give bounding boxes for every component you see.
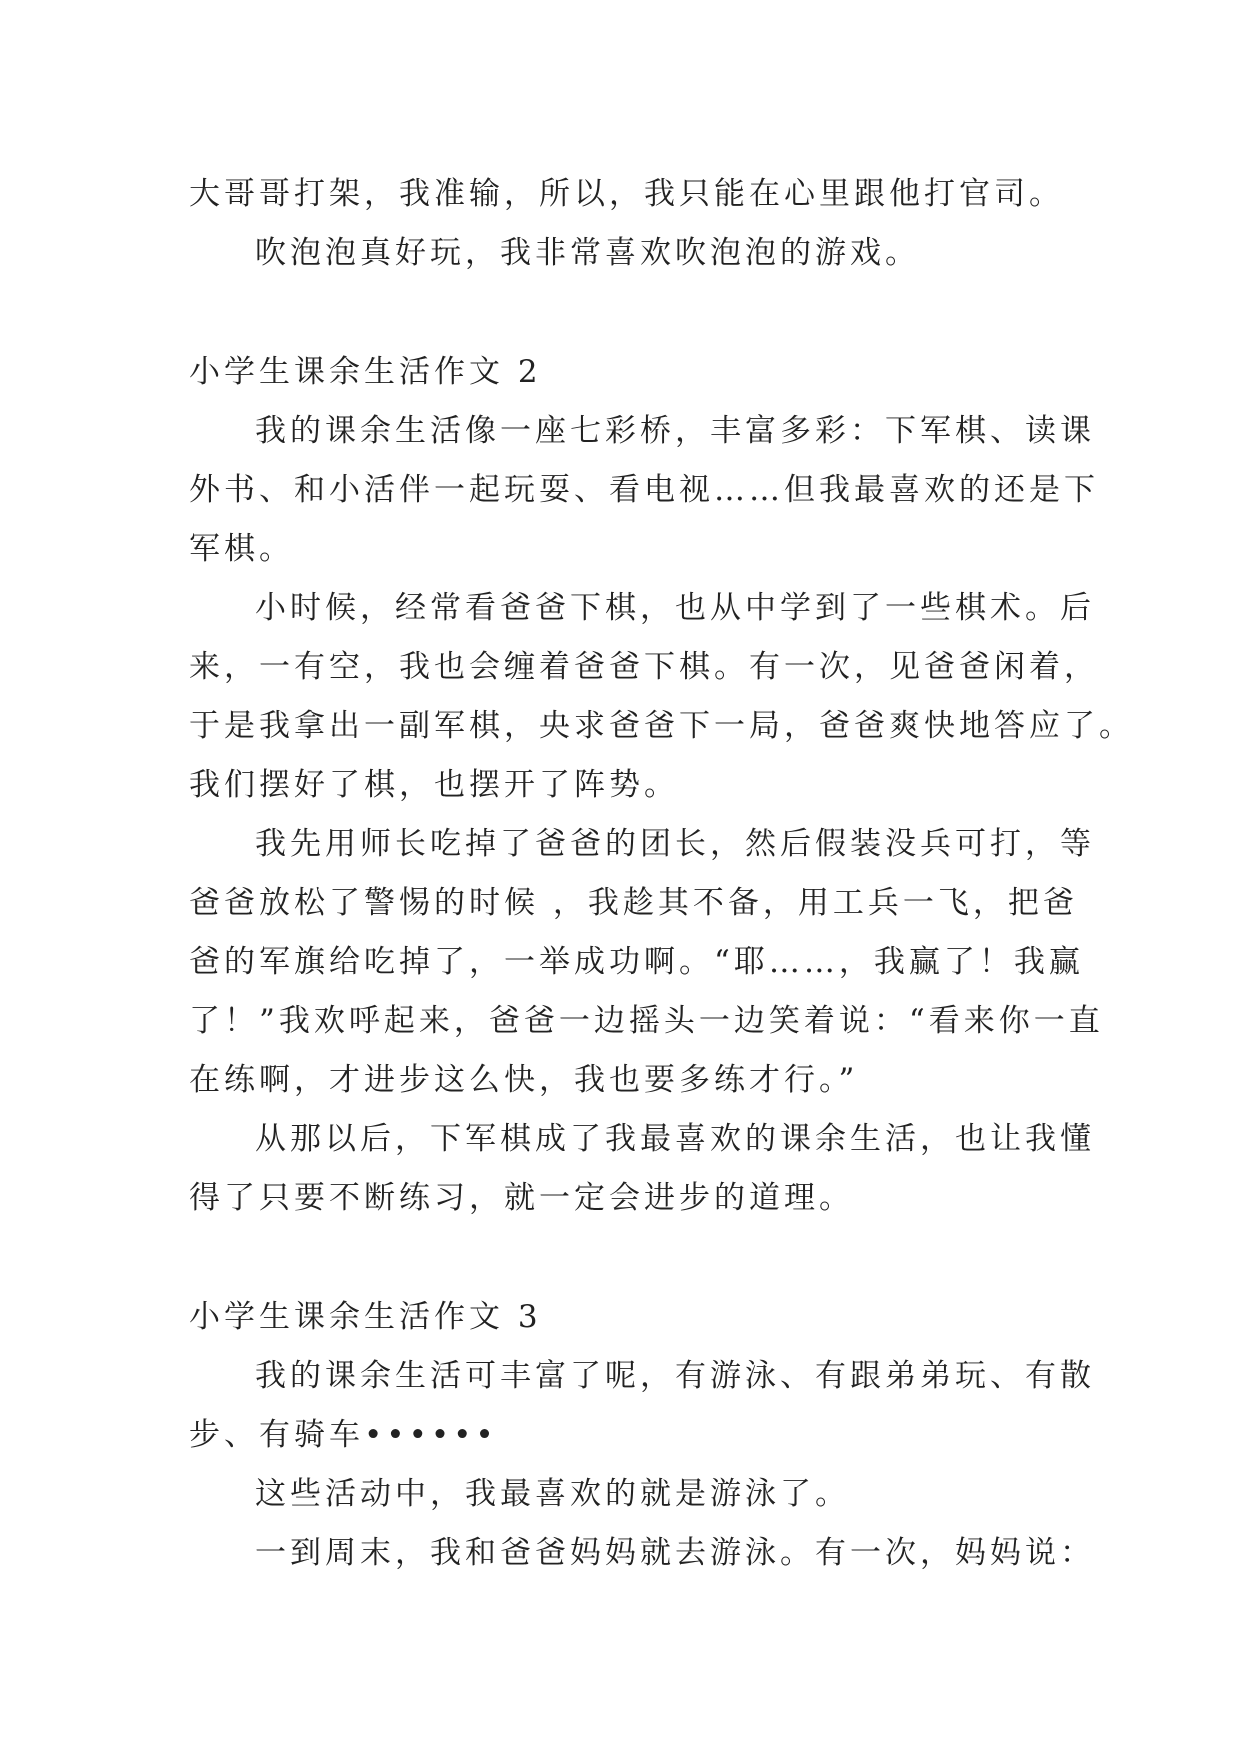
essay-2-paragraph-4 (189, 1110, 1095, 1228)
text-line: 这些活动中，我最喜欢的就是游泳了。 (255, 1476, 850, 1512)
text-line: 来，一有空，我也会缠着爸爸下棋。有一次，见爸爸闲着， (189, 649, 1099, 685)
text-line: 爸的军旗给吃掉了，一举成功啊。“耶……，我赢了！我赢 (189, 944, 1084, 980)
text-line: 我的课余生活像一座七彩桥，丰富多彩：下军棋、读课 (255, 413, 1095, 449)
text-line: 外书、和小活伴一起玩耍、看电视……但我最喜欢的还是下 (189, 472, 1099, 508)
text-line: 军棋。 (189, 531, 294, 567)
text-line: 在练啊，才进步这么快，我也要多练才行。” (189, 1062, 859, 1098)
text-line: 吹泡泡真好玩，我非常喜欢吹泡泡的游戏。 (255, 235, 920, 271)
text-line: 了！”我欢呼起来，爸爸一边摇头一边笑着说：“看来你一直 (189, 1003, 1104, 1039)
text-line: 大哥哥打架，我准输，所以，我只能在心里跟他打官司。 (189, 176, 1064, 212)
text-line: 从那以后，下军棋成了我最喜欢的课余生活，也让我懂 (255, 1121, 1095, 1157)
section-spacer (189, 1228, 1069, 1288)
text-line: 小时候，经常看爸爸下棋，也从中学到了一些棋术。后 (255, 590, 1095, 626)
essay-3-paragraph-2 (189, 1465, 1069, 1524)
document-body (189, 165, 1134, 1583)
text-line: 我们摆好了棋，也摆开了阵势。 (189, 767, 679, 803)
text-line: 步、有骑车•••••• (189, 1417, 498, 1453)
essay-2-paragraph-1 (189, 402, 1099, 579)
text-line: 爸爸放松了警惕的时候 ，我趁其不备，用工兵一飞，把爸 (189, 885, 1078, 921)
text-line: 我先用师长吃掉了爸爸的团长，然后假装没兵可打，等 (255, 826, 1095, 862)
essay-2-paragraph-2 (189, 579, 1134, 815)
essay-2-title: 小学生课余生活作文 2 (189, 354, 542, 390)
essay-3-paragraph-3 (189, 1524, 1095, 1583)
essay-2-paragraph-3 (189, 815, 1104, 1110)
essay-3-paragraph-1 (189, 1347, 1095, 1465)
essay-3-title: 小学生课余生活作文 3 (189, 1299, 542, 1335)
text-line: 我的课余生活可丰富了呢，有游泳、有跟弟弟玩、有散 (255, 1358, 1095, 1394)
text-line: 于是我拿出一副军棋，央求爸爸下一局，爸爸爽快地答应了。 (189, 708, 1134, 744)
section-spacer (189, 283, 1069, 343)
text-line: 一到周末，我和爸爸妈妈就去游泳。有一次，妈妈说： (255, 1535, 1095, 1571)
text-line: 得了只要不断练习，就一定会进步的道理。 (189, 1180, 854, 1216)
